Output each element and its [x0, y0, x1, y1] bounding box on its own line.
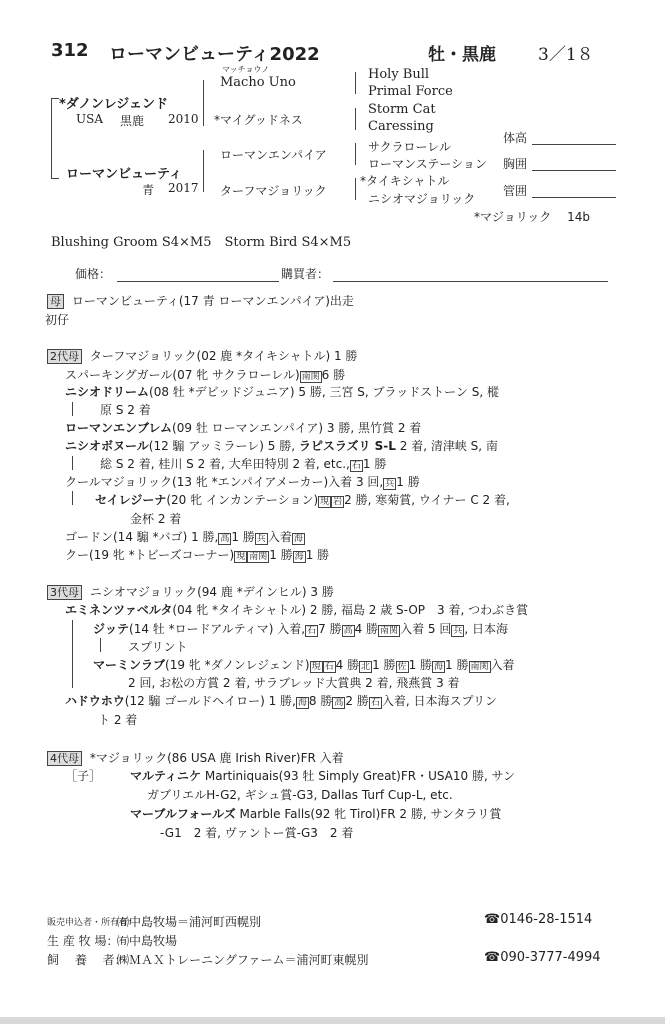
g3-4: サクラローレル	[368, 140, 451, 154]
g3-0: Holy Bull	[368, 67, 430, 82]
dam-note: 初仔	[45, 313, 70, 327]
g3-7: ニシオマジョリック	[368, 192, 476, 206]
pedigree-entry: ニシオドリーム(08 牡 *デビッドジュニア) 5 勝, 三宮 S, ブラッドストーン S, 樅	[65, 385, 499, 399]
pedigree-entry: ジッテ(14 牡 *ロードアルティマ) 入着, 石 7 勝 高 4 勝 南関 入着 5 回 兵 , 日本海	[93, 622, 508, 636]
section-tag: 4代母	[47, 751, 82, 766]
pedigree-entry: エミネンツァベルタ(04 牝 *タイキシャトル) 2 勝, 福島 2 歳 S-OP 3 着, つわぶき賞	[65, 603, 529, 617]
g3-1: Primal Force	[368, 84, 453, 99]
pedigree-entry: ゴードン(14 騸 *バゴ) 1 勝, 高 1 勝 兵 入着 海	[65, 530, 303, 544]
child-entry-cont: -G1 2 着, ヴァントー賞-G3 2 着	[160, 826, 354, 840]
inbreeding: Blushing Groom S4×M5 Storm Bird S4×M5	[51, 235, 352, 250]
dam-dam: ターフマジョリック	[220, 184, 327, 198]
measure-cannon-field[interactable]	[532, 197, 616, 198]
sire-dam: *マイグッドネス	[214, 113, 303, 127]
child-entry: マルティニケ Martiniquais(93 牡 Simply Great)FR・USA10 勝, サン	[130, 769, 516, 783]
pedigree-entry-cont: 総 S 2 着, 桂川 S 2 着, 大牟田特別 2 着, etc., 石 1 勝	[100, 457, 387, 471]
second-dam-header: 2代母 ターフマジョリック(02 鹿 *タイキシャトル) 1 勝	[47, 347, 357, 364]
footer-label: 販売申込者・所有者：	[47, 918, 138, 928]
fourth-dam-header: 4代母 *マジョリック(86 USA 鹿 Irish River)FR 入着	[47, 749, 344, 766]
bracket-line	[355, 72, 356, 94]
pedigree-entry-cont: 原 S 2 着	[100, 403, 151, 417]
sire-year: 2010	[168, 112, 199, 126]
g3-3: Caressing	[368, 119, 434, 134]
pedigree-note: *マジョリック 14b	[474, 210, 590, 224]
bracket-line	[72, 491, 73, 505]
bracket-line	[72, 456, 73, 470]
footer-value: ㈲中島牧場＝浦河町西幌別	[117, 915, 262, 929]
child-entry: マーブルフォールズ Marble Falls(92 牝 Tirol)FR 2 勝, サンタラリ賞	[130, 807, 502, 821]
buyer-label: 購買者：	[281, 267, 330, 281]
pedigree-entry: セイレジーナ(20 牝 インカンテーション) 現 岩 2 勝, 寒菊賞, ウイナー C 2 着,	[95, 493, 510, 507]
sire-color: 黒鹿	[120, 114, 145, 128]
sire-name: *ダノンレジェンド	[59, 97, 168, 112]
footer-phone: ☎090-3777-4994	[484, 950, 601, 965]
child-entry-cont: ガブリエルH-G2, ギシュ賞-G3, Dallas Turf Cup-L, etc.	[147, 788, 453, 802]
bottom-bar	[0, 1017, 665, 1024]
sire-sire-ruby: マッチョウノ	[222, 65, 270, 74]
footer-value: ㈲中島牧場	[117, 934, 178, 948]
pedigree-entry: クー(19 牝 *トビーズコーナー) 現 南関 1 勝 海 1 勝	[65, 548, 330, 562]
measure-girth-field[interactable]	[532, 170, 616, 171]
measure-girth-label: 胸囲	[503, 157, 528, 171]
price-label: 価格：	[75, 267, 112, 281]
third-dam-header: 3代母 ニシオマジョリック(94 鹿 *デインヒル) 3 勝	[47, 583, 334, 600]
pedigree-entry-cont: ト 2 着	[98, 713, 138, 727]
measure-height-label: 体高	[503, 131, 528, 145]
g3-5: ローマンステーション	[368, 157, 487, 171]
section-tag: 3代母	[47, 585, 82, 600]
sire-origin: USA	[76, 112, 103, 126]
dam-name: ローマンビューティ	[66, 167, 182, 182]
bracket-line	[355, 178, 356, 200]
dam-line: ローマンビューティ(17 青 ローマンエンパイア)出走	[71, 294, 354, 308]
dam-sire: ローマンエンパイア	[220, 148, 327, 162]
buyer-field[interactable]	[333, 281, 608, 282]
bracket-line	[51, 98, 52, 178]
bracket-line	[355, 143, 356, 165]
measure-cannon-label: 管囲	[503, 184, 528, 198]
pedigree-entry-cont: 2 回, お松の方賞 2 着, サラブレッド大賞典 2 着, 飛燕賞 3 着	[128, 676, 460, 690]
dam-section-line	[47, 292, 354, 309]
section-tag: 母	[47, 294, 64, 309]
pedigree-entry: スパーキングガール(07 牝 サクラローレル) 南関 6 勝	[65, 368, 346, 382]
pedigree-entry: クールマジョリック(13 牝 *エンパイアメーカー)入着 3 回, 兵 1 勝	[65, 475, 420, 489]
lot-number: 312	[51, 40, 89, 61]
pedigree-entry-cont: 金杯 2 着	[130, 512, 182, 526]
bracket-line	[203, 150, 204, 192]
bracket-line	[51, 178, 59, 179]
dam-year: 2017	[168, 181, 199, 195]
footer-label: 生 産 牧 場：	[47, 934, 119, 948]
pedigree-entry-cont: スプリント	[128, 640, 188, 654]
pedigree-entry: ローマンエンブレム(09 牡 ローマンエンパイア) 3 勝, 黒竹賞 2 着	[65, 421, 422, 435]
pedigree-entry: マーミンラブ(19 牝 *ダノンレジェンド) 現 石 4 勝 北 1 勝 佐 1 勝 海 1 勝 南関 入着	[93, 658, 515, 672]
footer-phone: ☎0146-28-1514	[484, 912, 593, 927]
bracket-line	[51, 98, 59, 99]
pedigree-entry: ハドウホウ(12 騸 ゴールドヘイロー) 1 勝, 海 8 勝 高 2 勝 石 入着, 日本海スプリン	[65, 694, 497, 708]
footer-value: ㈱ＭＡＸトレーニングファーム＝浦河町東幌別	[117, 953, 369, 967]
bracket-line	[100, 638, 101, 652]
child-label: ［子］	[65, 769, 102, 783]
sex-color: 牡・黒鹿	[428, 45, 496, 65]
measure-height-field[interactable]	[532, 144, 616, 145]
page-indicator: 3／1８	[538, 45, 594, 65]
horse-name: ローマンビューティ2022	[109, 44, 320, 65]
footer-label: 飼 養 者：	[47, 953, 127, 967]
bracket-line	[72, 620, 73, 688]
dam-color: 青	[142, 183, 155, 197]
pedigree-entry: ニシオボヌール(12 騸 アッミラーレ) 5 勝, ラピスラズリ S-L 2 着, 清津峡 S, 南	[65, 439, 498, 453]
bracket-line	[203, 80, 204, 126]
price-field[interactable]	[117, 281, 279, 282]
section-tag: 2代母	[47, 349, 82, 364]
bracket-line	[355, 108, 356, 130]
sire-sire: Macho Uno	[220, 75, 296, 90]
g3-6: *タイキシャトル	[360, 174, 450, 188]
g3-2: Storm Cat	[368, 102, 436, 117]
bracket-line	[72, 402, 73, 416]
